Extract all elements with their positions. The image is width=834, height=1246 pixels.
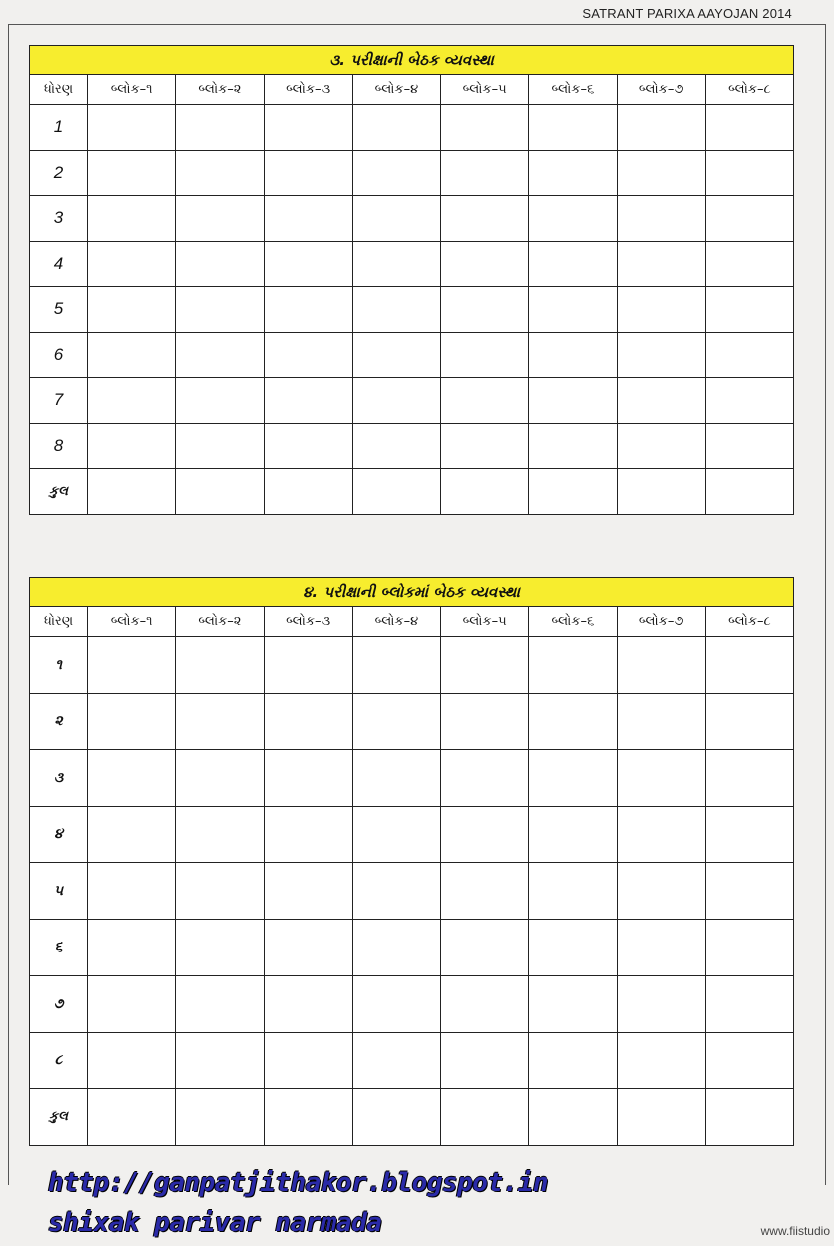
column-header: બ્લોક–૮: [705, 75, 793, 105]
table-cell: [88, 637, 176, 694]
table-cell: [529, 150, 617, 196]
table-cell: [705, 469, 793, 515]
table-row: [30, 976, 794, 1033]
column-header: ધોરણ: [30, 75, 88, 105]
table-cell: [264, 919, 352, 976]
table-cell: [88, 1032, 176, 1089]
column-header: બ્લોક–૪: [352, 75, 440, 105]
table-title: ૪. પરીક્ષાની બ્લોકમાં બેઠક વ્યવસ્થા: [30, 578, 794, 607]
table-cell: [441, 693, 529, 750]
row-label: 6: [30, 332, 88, 378]
table-row: [30, 150, 794, 196]
table-cell: [352, 332, 440, 378]
table-cell: [441, 1089, 529, 1146]
table-row: [30, 105, 794, 151]
table-cell: [176, 469, 264, 515]
table-cell: [352, 196, 440, 242]
row-label: ૫: [30, 863, 88, 920]
table-cell: [705, 976, 793, 1033]
table-cell: [529, 105, 617, 151]
table-cell: [705, 806, 793, 863]
table-cell: [88, 1089, 176, 1146]
table-cell: [617, 469, 705, 515]
table-cell: [441, 196, 529, 242]
table-cell: [617, 105, 705, 151]
table-cell: [176, 1032, 264, 1089]
row-label: ૬: [30, 919, 88, 976]
row-label: ૪: [30, 806, 88, 863]
table-cell: [88, 750, 176, 807]
table-cell: [617, 637, 705, 694]
table-cell: [617, 241, 705, 287]
column-header: બ્લોક–૬: [529, 607, 617, 637]
row-label: 8: [30, 423, 88, 469]
table-cell: [705, 378, 793, 424]
table-cell: [264, 1089, 352, 1146]
table-cell: [441, 105, 529, 151]
table-cell: [441, 150, 529, 196]
table-cell: [529, 637, 617, 694]
column-header: બ્લોક–૨: [176, 75, 264, 105]
table-cell: [441, 332, 529, 378]
table-cell: [264, 637, 352, 694]
table-cell: [352, 1032, 440, 1089]
table-cell: [352, 637, 440, 694]
table-cell: [705, 196, 793, 242]
table-cell: [352, 150, 440, 196]
table-cell: [529, 469, 617, 515]
table-cell: [529, 693, 617, 750]
table-cell: [529, 241, 617, 287]
table-cell: [529, 332, 617, 378]
table-cell: [441, 378, 529, 424]
table-cell: [176, 919, 264, 976]
table-cell: [176, 1089, 264, 1146]
table-cell: [352, 378, 440, 424]
table-cell: [529, 919, 617, 976]
table-cell: [352, 976, 440, 1033]
table-row: [30, 196, 794, 242]
table-cell: [617, 1089, 705, 1146]
table-cell: [88, 105, 176, 151]
table-cell: [617, 196, 705, 242]
row-label: 5: [30, 287, 88, 333]
table-cell: [441, 423, 529, 469]
table-title: ૩. પરીક્ષાની બેઠક વ્યવસ્થા: [30, 46, 794, 75]
column-header: બ્લોક–૭: [617, 607, 705, 637]
table-cell: [176, 693, 264, 750]
table-cell: [176, 332, 264, 378]
table-cell: [705, 693, 793, 750]
table-cell: [352, 863, 440, 920]
table-cell: [264, 469, 352, 515]
column-header: બ્લોક–૩: [264, 75, 352, 105]
table-cell: [529, 750, 617, 807]
table-cell: [529, 196, 617, 242]
table-cell: [176, 976, 264, 1033]
table-cell: [176, 196, 264, 242]
table-cell: [352, 241, 440, 287]
table-cell: [88, 150, 176, 196]
column-header: બ્લોક–૪: [352, 607, 440, 637]
table-cell: [176, 105, 264, 151]
row-label: કુલ: [30, 1089, 88, 1146]
table-cell: [529, 1032, 617, 1089]
column-header: બ્લોક–૫: [441, 607, 529, 637]
table-cell: [529, 976, 617, 1033]
table-cell: [264, 150, 352, 196]
table-cell: [264, 750, 352, 807]
table-cell: [529, 806, 617, 863]
row-label: ૮: [30, 1032, 88, 1089]
table-cell: [88, 287, 176, 333]
block-seating-table: [29, 577, 794, 1146]
table-cell: [176, 863, 264, 920]
table-cell: [705, 105, 793, 151]
table-cell: [176, 150, 264, 196]
column-header: બ્લોક–૨: [176, 607, 264, 637]
column-header: બ્લોક–૮: [705, 607, 793, 637]
table-row: [30, 693, 794, 750]
table-cell: [176, 287, 264, 333]
table-cell: [617, 150, 705, 196]
table-cell: [617, 378, 705, 424]
table-cell: [441, 976, 529, 1033]
table-cell: [352, 693, 440, 750]
column-header: બ્લોક–૭: [617, 75, 705, 105]
table-cell: [264, 332, 352, 378]
table-cell: [617, 423, 705, 469]
table-cell: [88, 196, 176, 242]
table-row: [30, 919, 794, 976]
table-cell: [705, 332, 793, 378]
table-cell: [441, 750, 529, 807]
table-cell: [617, 693, 705, 750]
table-cell: [352, 806, 440, 863]
table-row: [30, 806, 794, 863]
table-cell: [441, 919, 529, 976]
table-cell: [176, 423, 264, 469]
row-label: ૨: [30, 693, 88, 750]
table-cell: [264, 241, 352, 287]
table-cell: [264, 196, 352, 242]
table-cell: [88, 378, 176, 424]
column-header: બ્લોક–૬: [529, 75, 617, 105]
row-label: 1: [30, 105, 88, 151]
table-cell: [705, 750, 793, 807]
table-cell: [352, 1089, 440, 1146]
table-cell: [352, 469, 440, 515]
table-cell: [441, 1032, 529, 1089]
table-cell: [176, 378, 264, 424]
table-cell: [705, 1032, 793, 1089]
row-label: 3: [30, 196, 88, 242]
table-cell: [705, 863, 793, 920]
document-header-title: SATRANT PARIXA AAYOJAN 2014: [582, 6, 792, 21]
table-cell: [88, 863, 176, 920]
table-cell: [176, 637, 264, 694]
table-cell: [529, 423, 617, 469]
table-cell: [88, 423, 176, 469]
table-row: [30, 1089, 794, 1146]
table-cell: [617, 750, 705, 807]
table-cell: [441, 806, 529, 863]
table-row: [30, 637, 794, 694]
table-cell: [176, 241, 264, 287]
row-label: ૧: [30, 637, 88, 694]
table-cell: [88, 806, 176, 863]
table-cell: [441, 863, 529, 920]
row-label: 2: [30, 150, 88, 196]
table-row: [30, 423, 794, 469]
table-cell: [441, 637, 529, 694]
table-cell: [264, 287, 352, 333]
table-cell: [705, 1089, 793, 1146]
table-cell: [529, 1089, 617, 1146]
column-header: બ્લોક–૧: [88, 75, 176, 105]
table-row: [30, 750, 794, 807]
table-row: [30, 378, 794, 424]
table-cell: [617, 863, 705, 920]
table-cell: [617, 332, 705, 378]
table-cell: [88, 693, 176, 750]
blog-link[interactable]: http://ganpatjithakor.blogspot.in: [48, 1168, 549, 1198]
table-cell: [264, 693, 352, 750]
table-cell: [617, 287, 705, 333]
table-cell: [705, 287, 793, 333]
table-row: [30, 287, 794, 333]
table-cell: [352, 423, 440, 469]
table-cell: [88, 919, 176, 976]
table-cell: [264, 423, 352, 469]
table-cell: [529, 378, 617, 424]
column-header: બ્લોક–૫: [441, 75, 529, 105]
table-cell: [264, 105, 352, 151]
table-cell: [352, 287, 440, 333]
table-cell: [176, 750, 264, 807]
column-header: બ્લોક–૧: [88, 607, 176, 637]
table-row: [30, 863, 794, 920]
footer-subtitle: shixak parivar narmada: [48, 1208, 382, 1238]
table-cell: [264, 806, 352, 863]
table-cell: [88, 332, 176, 378]
table-cell: [441, 287, 529, 333]
table-cell: [529, 287, 617, 333]
watermark: www.fiistudio: [760, 1224, 830, 1238]
row-label: 7: [30, 378, 88, 424]
table-cell: [352, 105, 440, 151]
table-cell: [617, 1032, 705, 1089]
table-cell: [441, 469, 529, 515]
column-header: ધોરણ: [30, 607, 88, 637]
table-cell: [88, 976, 176, 1033]
row-label: કુલ: [30, 469, 88, 515]
row-label: ૭: [30, 976, 88, 1033]
table-cell: [352, 750, 440, 807]
table-cell: [705, 241, 793, 287]
table-cell: [617, 919, 705, 976]
table-cell: [441, 241, 529, 287]
table-cell: [352, 919, 440, 976]
column-header: બ્લોક–૩: [264, 607, 352, 637]
row-label: ૩: [30, 750, 88, 807]
table-row: [30, 1032, 794, 1089]
row-label: 4: [30, 241, 88, 287]
table-row: [30, 241, 794, 287]
table-cell: [264, 863, 352, 920]
table-cell: [705, 423, 793, 469]
table-cell: [264, 976, 352, 1033]
table-cell: [88, 241, 176, 287]
table-cell: [617, 976, 705, 1033]
table-cell: [529, 863, 617, 920]
table-cell: [705, 919, 793, 976]
table-cell: [705, 637, 793, 694]
table-cell: [176, 806, 264, 863]
table-row: [30, 469, 794, 515]
table-cell: [264, 378, 352, 424]
seating-arrangement-table: [29, 45, 794, 515]
table-cell: [88, 469, 176, 515]
table-cell: [264, 1032, 352, 1089]
table-cell: [617, 806, 705, 863]
table-row: [30, 332, 794, 378]
table-cell: [705, 150, 793, 196]
